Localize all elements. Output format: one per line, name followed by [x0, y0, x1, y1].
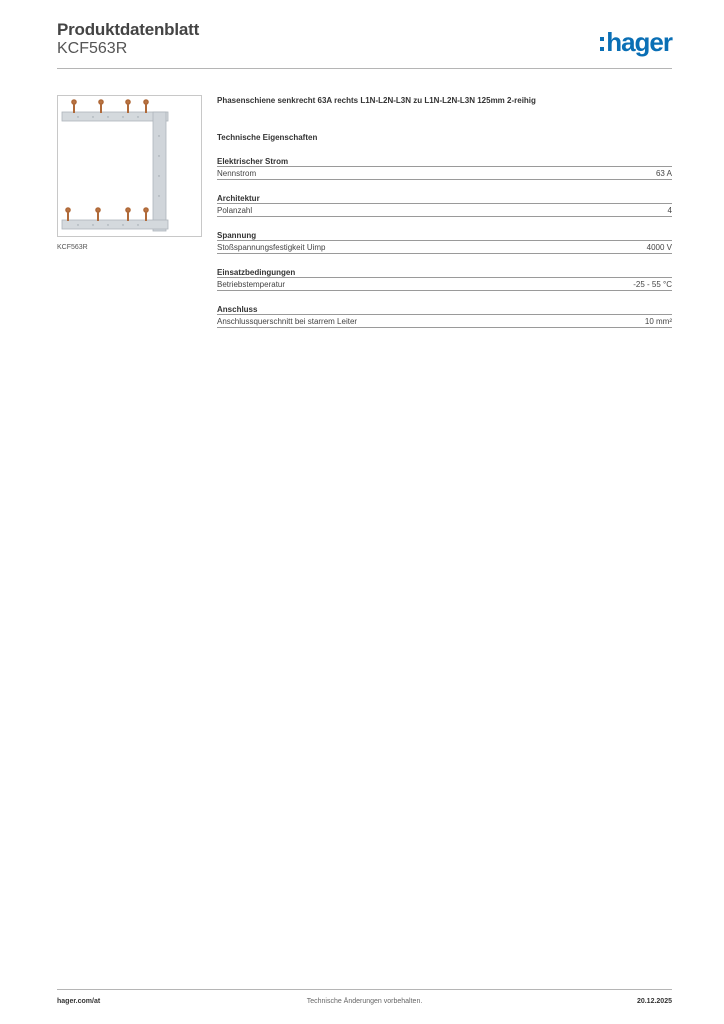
- spec-group-electric-current: [217, 157, 672, 180]
- product-description: Phasenschiene senkrecht 63A rechts L1N-L2N-L3N zu L1N-L2N-L3N 125mm 2-reihig: [217, 96, 536, 105]
- footer-date: 20.12.2025: [636, 998, 672, 1005]
- document-title: Produktdatenblatt: [57, 20, 200, 39]
- image-caption: KCF563R: [57, 244, 88, 251]
- spec-value: 4000 V: [646, 243, 672, 252]
- page-footer: [57, 998, 672, 1010]
- hager-logo: [600, 27, 672, 57]
- footer-divider: [57, 989, 672, 990]
- logo-colon-icon: [600, 37, 604, 51]
- spec-group-architecture: [217, 194, 672, 217]
- product-code: KCF563R: [57, 40, 128, 57]
- section-heading: Technische Eigenschaften: [217, 133, 318, 142]
- busbar-illustration: [58, 96, 201, 236]
- spec-group-title: Architektur: [217, 194, 672, 204]
- spec-value: 63 A: [655, 169, 672, 178]
- footer-website-link[interactable]: hager.com/at: [57, 998, 101, 1005]
- spec-group-title: Einsatzbedingungen: [217, 268, 672, 278]
- spec-label: Betriebstemperatur: [217, 280, 286, 289]
- logo-text: hager: [606, 27, 672, 57]
- spec-row: [217, 204, 672, 217]
- spec-group-connection: [217, 305, 672, 328]
- spec-group-title: Spannung: [217, 231, 672, 241]
- spec-label: Anschlussquerschnitt bei starrem Leiter: [217, 317, 358, 326]
- spec-label: Polanzahl: [217, 206, 253, 215]
- spec-group-voltage: [217, 231, 672, 254]
- spec-group-title: Elektrischer Strom: [217, 157, 672, 167]
- footer-disclaimer: Technische Änderungen vorbehalten.: [306, 998, 423, 1005]
- spec-value: 10 mm²: [644, 317, 672, 326]
- spec-label: Nennstrom: [217, 169, 257, 178]
- spec-row: [217, 241, 672, 254]
- spec-group-operating-conditions: [217, 268, 672, 291]
- spec-label: Stoßspannungsfestigkeit Uimp: [217, 243, 326, 252]
- specification-content: [217, 96, 672, 328]
- page-header: [57, 20, 672, 70]
- spec-value: 4: [667, 206, 672, 215]
- header-divider: [57, 68, 672, 69]
- spec-row: [217, 278, 672, 291]
- spec-group-title: Anschluss: [217, 305, 672, 315]
- spec-value: -25 - 55 °C: [633, 280, 672, 289]
- spec-row: [217, 315, 672, 328]
- spec-row: [217, 167, 672, 180]
- product-image: [57, 95, 202, 237]
